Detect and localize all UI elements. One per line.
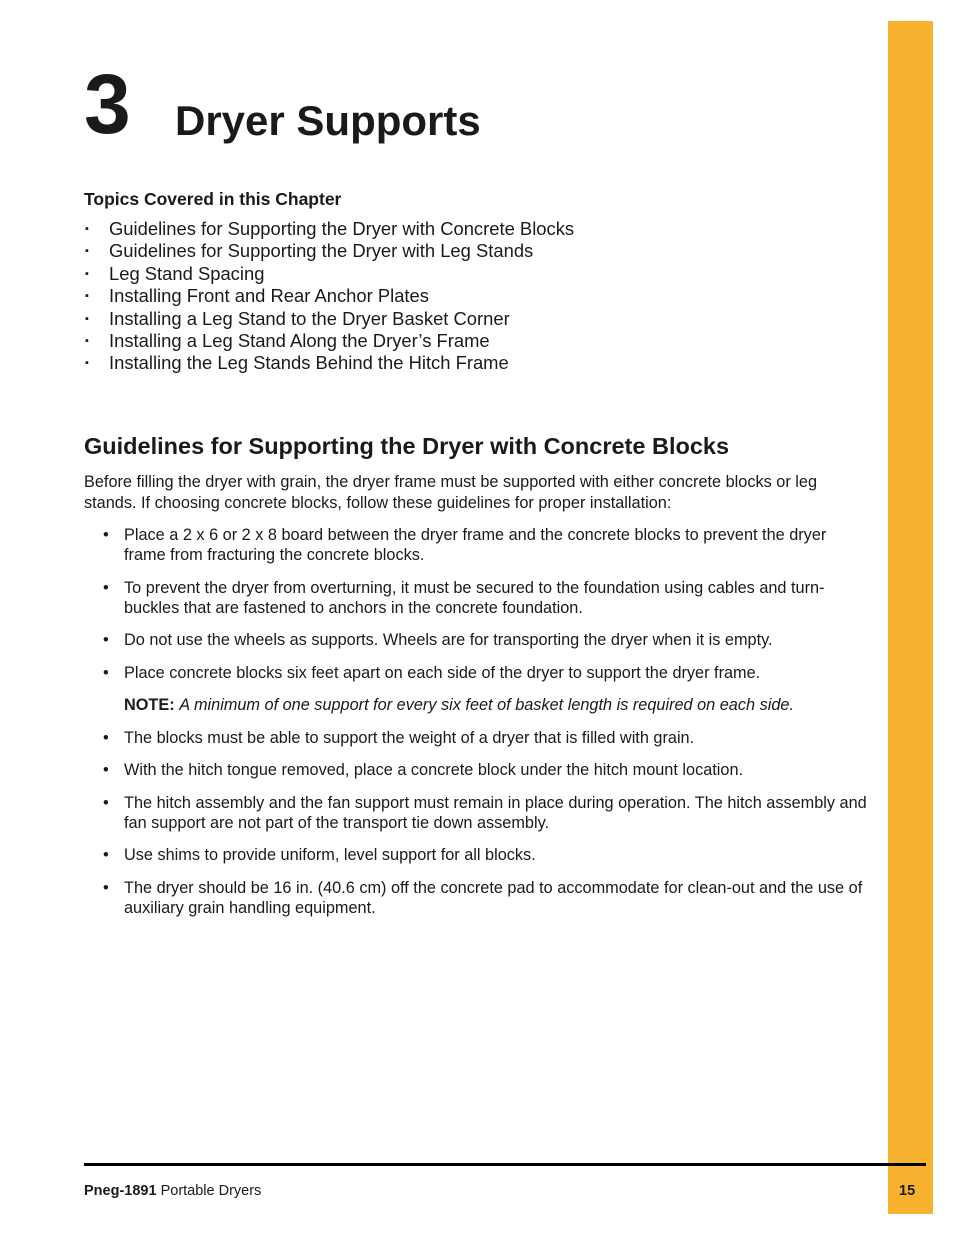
page-number: 15 xyxy=(899,1183,916,1199)
guideline-text: The dryer should be 16 in. (40.6 cm) off the concrete pad to accommodate for clean-out and the use of auxiliary grain handling equipment. xyxy=(124,878,863,917)
round-bullet-icon: • xyxy=(103,793,109,812)
guideline-item xyxy=(84,760,869,780)
square-bullet-icon: ▪ xyxy=(85,245,89,258)
note-label: NOTE: xyxy=(124,696,175,714)
note-text: A minimum of one support for every six feet of basket length is required on each side. xyxy=(179,696,794,714)
topic-item xyxy=(84,308,574,330)
section-intro: Before filling the dryer with grain, the dryer frame must be supported with either concrete blocks or leg stands. If choosing concrete blocks, follow these guidelines for proper installation: xyxy=(84,473,818,512)
guideline-item xyxy=(84,663,869,683)
topic-label: Guidelines for Supporting the Dryer with Concrete Blocks xyxy=(109,218,575,239)
guideline-item xyxy=(84,578,869,618)
round-bullet-icon: • xyxy=(103,761,109,779)
topic-item xyxy=(84,240,574,262)
topic-item xyxy=(84,330,574,352)
square-bullet-icon: ▪ xyxy=(85,334,89,347)
round-bullet-icon: • xyxy=(103,728,109,747)
round-bullet-icon: • xyxy=(103,526,109,544)
footer-rule xyxy=(84,1163,926,1166)
guideline-text: Do not use the wheels as supports. Wheels are for transporting the dryer when it is empty. xyxy=(124,631,773,649)
chapter-side-tab xyxy=(888,21,933,1214)
topics-heading: Topics Covered in this Chapter xyxy=(84,189,342,209)
footer xyxy=(84,1183,261,1199)
round-bullet-icon: • xyxy=(103,846,109,864)
note xyxy=(84,695,869,715)
topic-label: Guidelines for Supporting the Dryer with Leg Stands xyxy=(109,240,534,262)
section-heading: Guidelines for Supporting the Dryer with Concrete Blocks xyxy=(84,433,730,459)
guideline-text: Use shims to provide uniform, level support for all blocks. xyxy=(124,846,536,864)
square-bullet-icon: ▪ xyxy=(85,290,89,303)
square-bullet-icon: ▪ xyxy=(85,357,89,370)
topic-label: Installing the Leg Stands Behind the Hitch Frame xyxy=(109,352,509,374)
round-bullet-icon: • xyxy=(103,663,109,682)
chapter-number: 3 xyxy=(84,57,131,151)
topic-item xyxy=(84,285,574,307)
topic-label: Installing a Leg Stand to the Dryer Basket Corner xyxy=(109,307,510,329)
guidelines-list xyxy=(84,525,869,930)
footer-doc-title: Portable Dryers xyxy=(160,1183,262,1199)
guideline-item xyxy=(84,728,869,748)
guideline-text: Place concrete blocks six feet apart on each side of the dryer to support the dryer frame. xyxy=(124,663,761,682)
chapter-title: Dryer Supports xyxy=(175,97,481,144)
guideline-text: With the hitch tongue removed, place a concrete block under the hitch mount location. xyxy=(124,761,744,779)
square-bullet-icon: ▪ xyxy=(85,312,89,325)
topic-label: Leg Stand Spacing xyxy=(109,262,265,284)
guideline-item xyxy=(84,878,869,918)
guideline-item xyxy=(84,793,869,833)
square-bullet-icon: ▪ xyxy=(85,267,89,280)
guideline-text: The blocks must be able to support the weight of a dryer that is filled with grain. xyxy=(124,728,695,747)
guideline-item xyxy=(84,630,869,650)
guideline-text: To prevent the dryer from overturning, it must be secured to the foundation using cables and turn-buckles that are fastened to anchors in the concrete foundation. xyxy=(124,578,825,617)
topic-label: Installing Front and Rear Anchor Plates xyxy=(109,285,429,307)
guideline-item xyxy=(84,525,869,565)
footer-doc-id: Pneg-1891 xyxy=(84,1183,157,1199)
guideline-text: Place a 2 x 6 or 2 x 8 board between the dryer frame and the concrete blocks to prevent the dryer frame from fracturing the concrete blocks. xyxy=(124,526,827,564)
topic-item xyxy=(84,218,574,240)
guideline-text: The hitch assembly and the fan support must remain in place during operation. The hitch assembly and fan support are not part of the transport tie down assembly. xyxy=(124,793,867,832)
topic-item xyxy=(84,263,574,285)
topics-list xyxy=(84,218,574,375)
square-bullet-icon: ▪ xyxy=(85,223,89,235)
guideline-item xyxy=(84,845,869,865)
topic-label: Installing a Leg Stand Along the Dryer’s Frame xyxy=(109,329,490,351)
round-bullet-icon: • xyxy=(103,631,109,649)
round-bullet-icon: • xyxy=(103,578,109,597)
topic-item xyxy=(84,352,574,374)
round-bullet-icon: • xyxy=(103,878,109,897)
